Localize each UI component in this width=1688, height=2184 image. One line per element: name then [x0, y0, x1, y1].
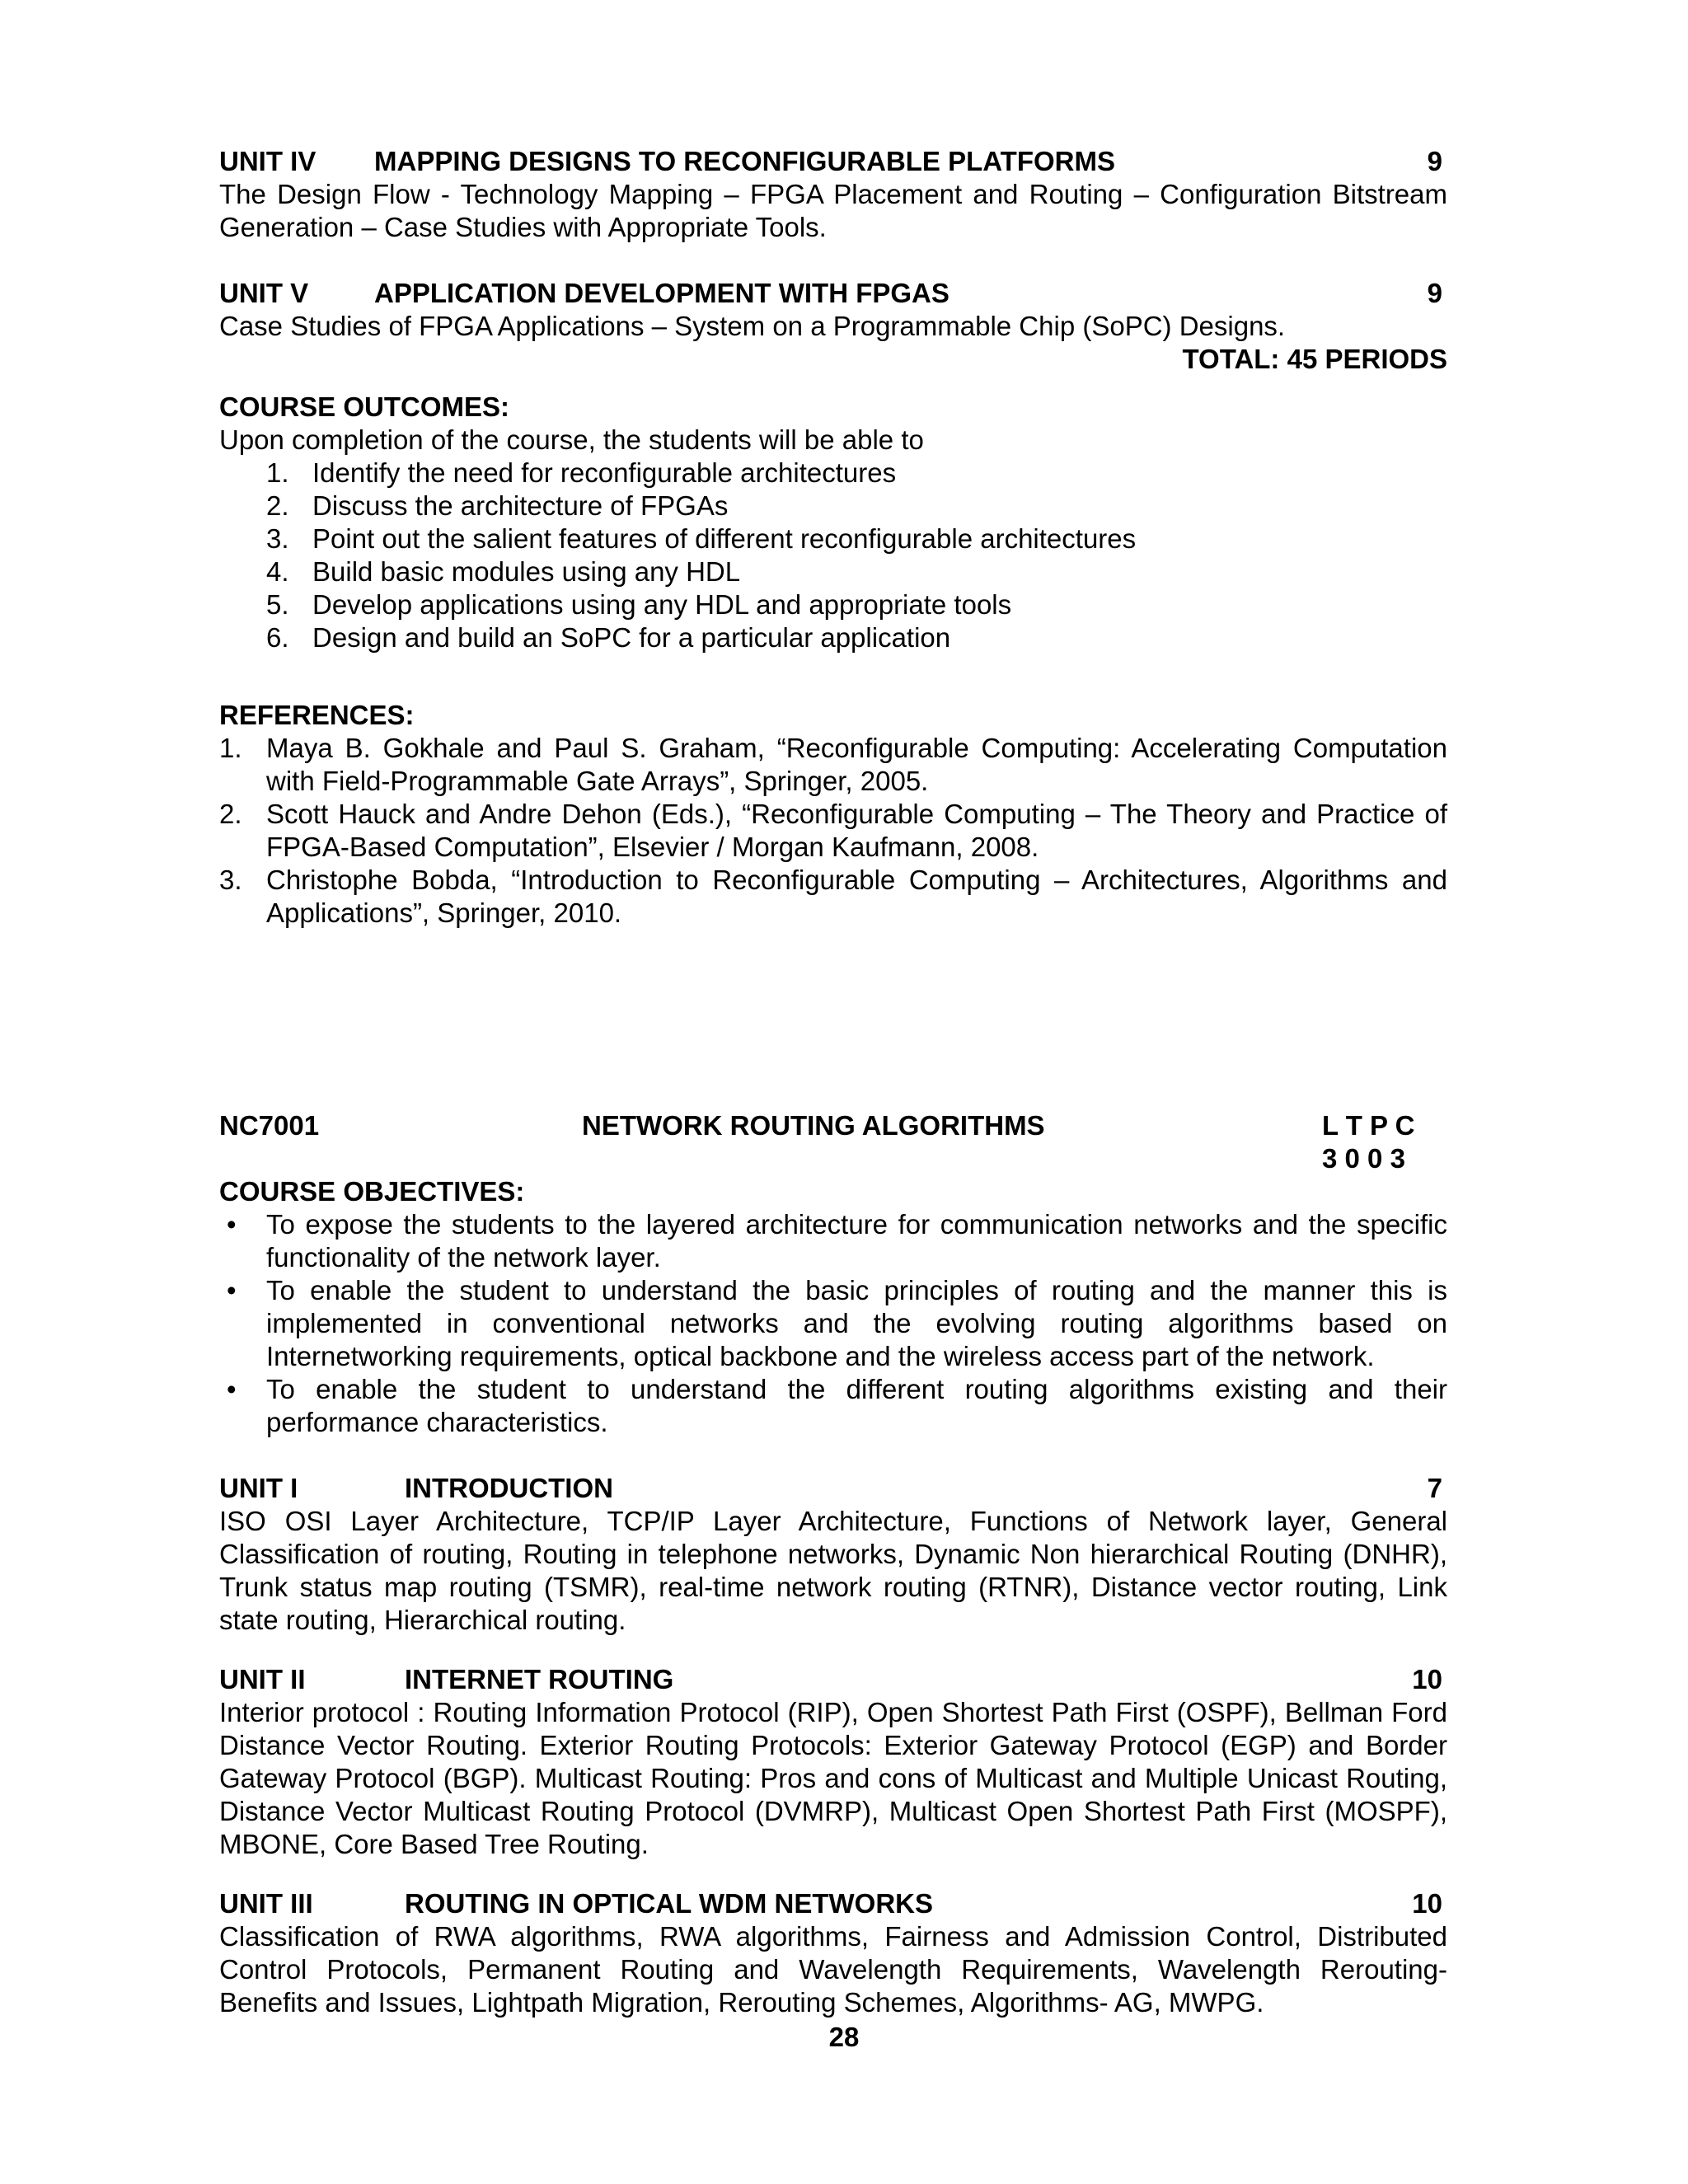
unit-iv-heading: [219, 145, 1447, 178]
outcomes-heading: COURSE OUTCOMES:: [219, 391, 510, 422]
list-item: 3. Christophe Bobda, “Introduction to Reconfigurable Computing – Architectures, Algorithms and Applications”, Springer, 2010.: [219, 865, 1447, 928]
list-item: • To expose the students to the layered architecture for communication networks and the specific functionality of the network layer.: [219, 1208, 1447, 1274]
references-heading: REFERENCES:: [219, 700, 415, 730]
list-item: 2. Discuss the architecture of FPGAs: [266, 490, 729, 521]
unit-iii-heading: [219, 1887, 1447, 1920]
list-item: 1. Identify the need for reconfigurable architectures: [266, 457, 897, 488]
unit-title: MAPPING DESIGNS TO RECONFIGURABLE PLATFORMS: [374, 146, 1115, 176]
unit-title: ROUTING IN OPTICAL WDM NETWORKS: [405, 1888, 934, 1919]
unit-v-body: Case Studies of FPGA Applications – System on a Programmable Chip (SoPC) Designs.: [219, 311, 1286, 341]
bullet-icon: •: [227, 1275, 237, 1305]
bullet-icon: •: [227, 1209, 237, 1240]
unit-iv-body: The Design Flow - Technology Mapping – FPGA Placement and Routing – Configuration Bitstream Generation – Case Studies with Appropriate Tools.: [219, 179, 1447, 242]
ltpc-values: 3 0 0 3: [1322, 1143, 1405, 1174]
unit-hours: 9: [1427, 146, 1442, 176]
unit-i-body: ISO OSI Layer Architecture, TCP/IP Layer Architecture, Functions of Network layer, General Classification of routing, Routing in telephone networks, Dynamic Non hierarchical Routing (DNHR), Trunk status map routing (TSMR), real-time network routing (RTNR), Distance vector routing, Link state routing, Hierarchical routing.: [219, 1506, 1447, 1635]
bullet-icon: •: [227, 1374, 237, 1404]
list-item: 5. Develop applications using any HDL and appropriate tools: [266, 589, 1012, 620]
unit-title: INTERNET ROUTING: [405, 1664, 674, 1694]
unit-hours: 10: [1412, 1888, 1442, 1919]
unit-i-heading: [219, 1472, 1447, 1505]
unit-hours: 7: [1427, 1473, 1442, 1503]
list-item: • To enable the student to understand the basic principles of routing and the manner this is implemented in conventional networks and the evolving routing algorithms based on Internetworking requirements, optical backbone and the wireless access part of the network.: [219, 1274, 1447, 1373]
list-item: 3. Point out the salient features of different reconfigurable architectures: [266, 523, 1137, 554]
total-periods: TOTAL: 45 PERIODS: [1182, 344, 1447, 374]
unit-label: UNIT II: [219, 1664, 306, 1694]
unit-v-heading: [219, 277, 1447, 310]
unit-label: UNIT IV: [219, 146, 316, 176]
references-list: [219, 732, 1447, 930]
course-code: NC7001: [219, 1110, 320, 1141]
document-page: [219, 145, 1447, 2019]
list-item: • To enable the student to understand the different routing algorithms existing and their performance characteristics.: [219, 1373, 1447, 1439]
outcomes-list: [219, 457, 1447, 654]
objectives-list: [219, 1208, 1447, 1439]
objectives-heading: COURSE OBJECTIVES:: [219, 1176, 525, 1207]
ltpc-label: L T P C: [1322, 1110, 1415, 1141]
unit-ii-heading: [219, 1663, 1447, 1696]
list-item: 6. Design and build an SoPC for a particular application: [266, 622, 951, 653]
list-item: 2. Scott Hauck and Andre Dehon (Eds.), “Reconfigurable Computing – The Theory and Practice of FPGA-Based Computation”, Elsevier / Morgan Kaufmann, 2008.: [219, 799, 1447, 862]
unit-label: UNIT I: [219, 1473, 298, 1503]
unit-title: APPLICATION DEVELOPMENT WITH FPGAS: [374, 278, 950, 308]
unit-hours: 9: [1427, 278, 1442, 308]
unit-ii-body: Interior protocol : Routing Information Protocol (RIP), Open Shortest Path First (OSPF), Bellman Ford Distance Vector Routing. Exterior Routing Protocols: Exterior Gateway Protocol (EGP) and Border Gateway Protocol (BGP). Multicast Routing: Pros and cons of Multicast and Multiple Unicast Routing, Distance Vector Multicast Routing Protocol (DVMRP), Multicast Open Shortest Path First (MOSPF), MBONE, Core Based Tree Routing.: [219, 1697, 1447, 1859]
course-header: [219, 1109, 1447, 1142]
page-number: 28: [828, 2022, 860, 2052]
unit-label: UNIT III: [219, 1888, 313, 1919]
course-title: NETWORK ROUTING ALGORITHMS: [582, 1110, 1045, 1141]
unit-iii-body: Classification of RWA algorithms, RWA algorithms, Fairness and Admission Control, Distributed Control Protocols, Permanent Routing and Wavelength Requirements, Wavelength Rerouting-Benefits and Issues, Lightpath Migration, Rerouting Schemes, Algorithms- AG, MWPG.: [219, 1921, 1447, 2018]
outcomes-intro: Upon completion of the course, the students will be able to: [219, 424, 924, 455]
unit-hours: 10: [1412, 1664, 1442, 1694]
list-item: 4. Build basic modules using any HDL: [266, 556, 741, 587]
unit-title: INTRODUCTION: [405, 1473, 613, 1503]
list-item: 1. Maya B. Gokhale and Paul S. Graham, “Reconfigurable Computing: Accelerating Computation with Field-Programmable Gate Arrays”, Springer, 2005.: [219, 733, 1447, 796]
unit-label: UNIT V: [219, 278, 309, 308]
